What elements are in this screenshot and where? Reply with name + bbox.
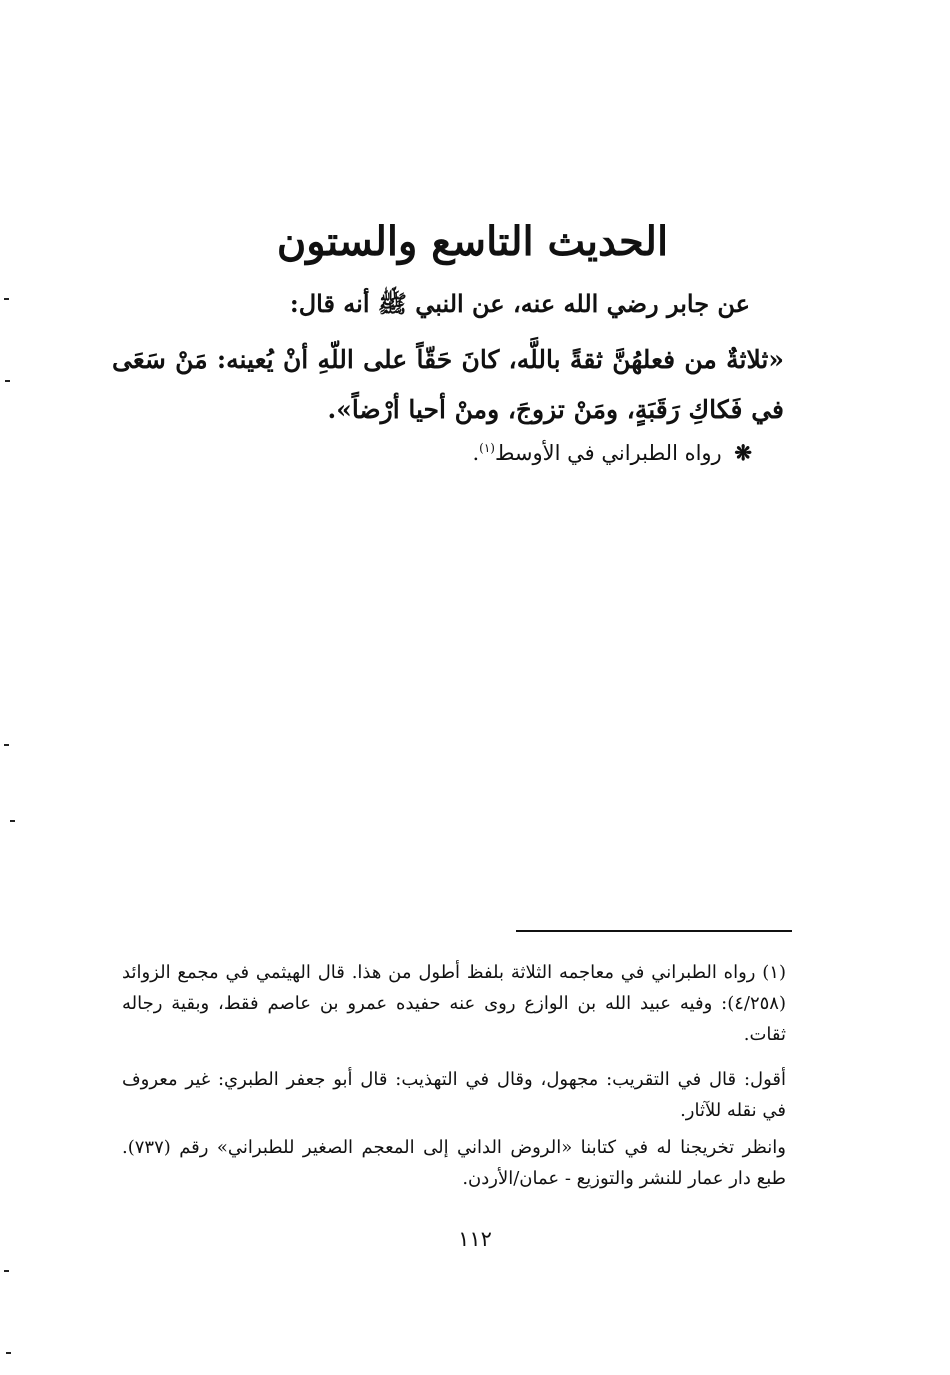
scan-mark xyxy=(4,298,9,300)
scan-mark xyxy=(10,820,15,822)
footnote-reference: (١) xyxy=(479,441,495,455)
narrator-intro: عن جابر رضي الله عنه، عن النبي ﷺ أنه قال: xyxy=(289,289,750,318)
hadith-title: الحديث التاسع والستون xyxy=(276,218,669,265)
scan-mark xyxy=(4,744,9,746)
scan-mark xyxy=(6,1352,11,1354)
hadith-text: «ثلاثةٌ من فعلهُنَّ ثقةً باللَّه، كانَ حَقّاً على اللّهِ أنْ يُعينه: مَنْ سَعَى في فَكاكِ رَقَبَةٍ، ومَنْ تزوجَ، ومنْ أحيا أرْضاً». xyxy=(112,345,784,424)
page-number: ١١٢ xyxy=(458,1227,492,1251)
scan-mark xyxy=(4,1270,9,1272)
source-line xyxy=(470,437,752,469)
scan-mark xyxy=(5,380,10,382)
footnote-comment: أقول: قال في التقريب: مجهول، وقال في التهذيب: قال أبو جعفر الطبري: غير معروف في نقله للآثار. xyxy=(122,1069,786,1121)
footnote-1: (١) رواه الطبراني في معاجمه الثلاثة بلفظ أطول من هذا. قال الهيثمي في مجمع الزوائد (٤/٢٥٨): وفيه عبيد الله بن الوازع روى عنه حفيده عمرو بن عاصم فقط، وبقية رجاله ثقات. xyxy=(122,962,786,1045)
asterisk-icon: ❋ xyxy=(734,440,752,465)
source-period: . xyxy=(472,441,480,465)
footnote-reference-note: وانظر تخريجنا له في كتابنا «الروض الداني إلى المعجم الصغير للطبراني» رقم (٧٣٧). طبع دار عمار للنشر والتوزيع - عمان/الأردن. xyxy=(122,1137,786,1189)
footnote-separator xyxy=(516,930,792,932)
source-text: رواه الطبراني في الأوسط xyxy=(494,441,722,465)
